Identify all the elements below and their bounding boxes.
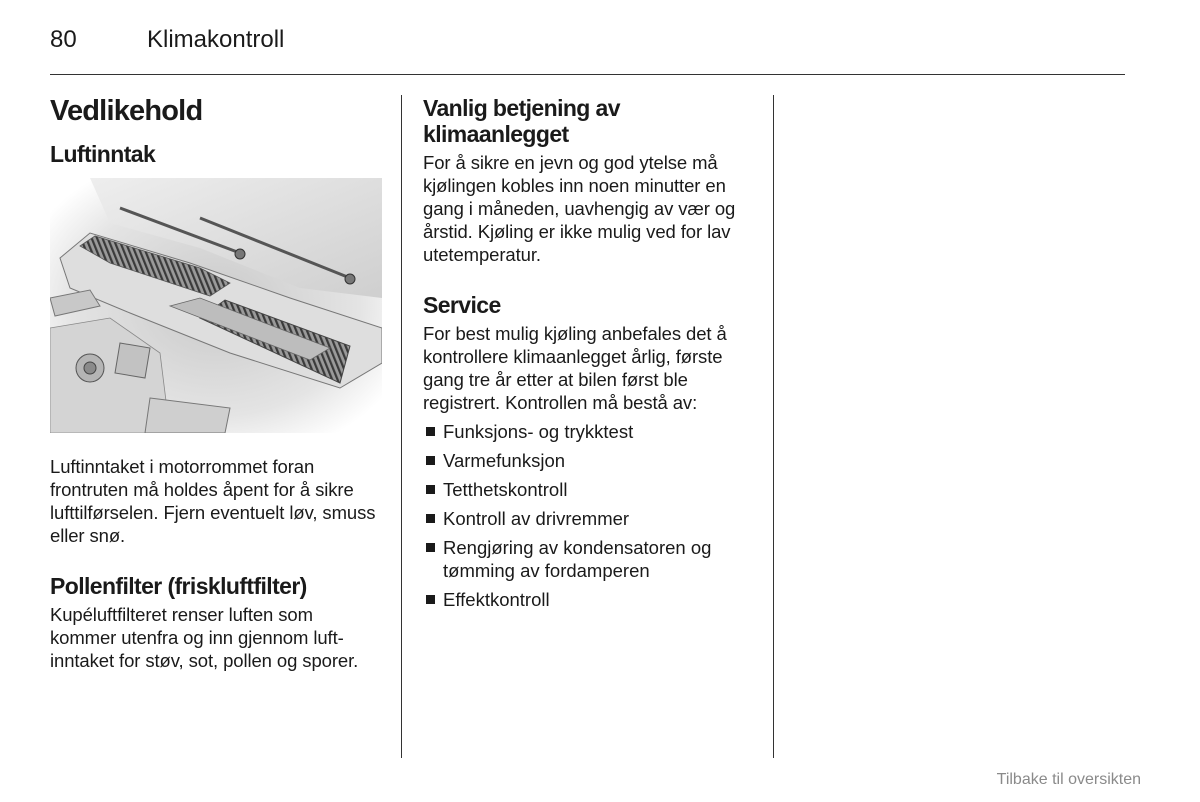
service-checklist <box>423 420 758 611</box>
regular-operation-text: For å sikre en jevn og god ytelse må kjølingen kobles inn noen minutter en gang i måneden, uavhengig av vær og årstid. Kjøling er ikke mulig ved for lav utetemperatur. <box>423 152 736 265</box>
page-number: 80 <box>50 26 77 53</box>
list-item: Funksjons- og trykktest <box>423 420 758 443</box>
regular-operation-heading: Vanlig betjening av klimaanlegget <box>423 95 620 147</box>
pollen-filter-heading: Pollenfilter (friskluftfilter) <box>50 573 307 599</box>
list-item: Rengjøring av kondensatoren og tømming av fordamperen <box>423 536 758 582</box>
list-item: Kontroll av drivremmer <box>423 507 758 530</box>
column-middle <box>423 95 758 617</box>
back-to-overview-link[interactable]: Tilbake til oversikten <box>996 771 1141 788</box>
pollen-filter-text: Kupéluftfilteret renser luften som kommer utenfra og inn gjennom luftinntaket for støv, sot, pollen og sporer. <box>50 604 359 671</box>
service-heading: Service <box>423 292 501 318</box>
column-left <box>50 95 382 672</box>
air-intake-illustration <box>50 178 382 433</box>
list-item: Tetthetskontroll <box>423 478 758 501</box>
chapter-title: Klimakontroll <box>147 26 285 53</box>
header-divider <box>50 74 1125 75</box>
service-text: For best mulig kjøling anbefales det å kontrollere klimaanlegget årlig, første gang tre år etter at bilen først ble registrert. Kontrollen må bestå av: <box>423 323 727 413</box>
air-intake-text: Luftinntaket i motorrommet foran frontruten må holdes åpent for å sikre lufttilførselen. Fjern eventuelt løv, smuss eller snø. <box>50 456 376 546</box>
column-divider-2 <box>773 95 774 758</box>
page-header <box>50 26 1125 76</box>
list-item: Varmefunksjon <box>423 449 758 472</box>
air-intake-heading: Luftinntak <box>50 141 156 167</box>
section-title: Vedlikehold <box>50 95 203 127</box>
list-item: Effektkontroll <box>423 588 758 611</box>
column-divider-1 <box>401 95 402 758</box>
